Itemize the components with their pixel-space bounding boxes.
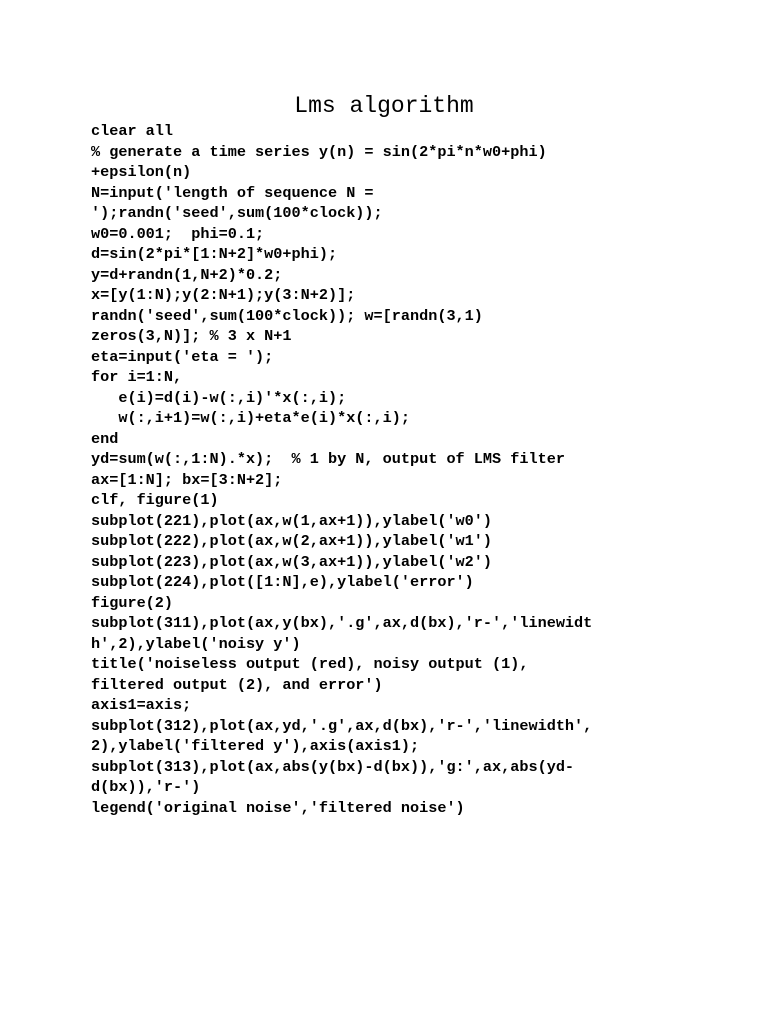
code-line: axis1=axis; <box>91 696 192 714</box>
code-line: y=d+randn(1,N+2)*0.2; <box>91 265 283 284</box>
code-line: N=input('length of sequence N = <box>91 183 374 202</box>
code-line: subplot(312),plot(ax,yd,'.g',ax,d(bx),'r-','linewidth', <box>91 716 593 735</box>
code-listing <box>91 121 691 818</box>
code-line: eta=input('eta = '); <box>91 347 274 366</box>
code-line: +epsilon(n) <box>91 163 192 181</box>
code-line: title('noiseless output (red), noisy output (1), <box>91 655 529 673</box>
code-line: legend('original noise','filtered noise') <box>91 798 465 817</box>
code-line: subplot(311),plot(ax,y(bx),'.g',ax,d(bx),'r-','linewidt <box>91 614 593 632</box>
code-line: clf, figure(1) <box>91 491 219 509</box>
code-line: d=sin(2*pi*[1:N+2]*w0+phi); <box>91 245 338 263</box>
code-line: subplot(223),plot(ax,w(3,ax+1)),ylabel('w2') <box>91 552 493 571</box>
code-line: randn('seed',sum(100*clock)); w=[randn(3,1) <box>91 306 483 325</box>
code-line: zeros(3,N)]; % 3 x N+1 <box>91 327 292 345</box>
code-line: for i=1:N, <box>91 368 183 386</box>
page-title: Lms algorithm <box>294 93 474 119</box>
code-line: filtered output (2), and error') <box>91 675 383 694</box>
code-line: 2),ylabel('filtered y'),axis(axis1); <box>91 737 420 755</box>
code-line: % generate a time series y(n) = sin(2*pi*n*w0+phi) <box>91 142 547 161</box>
code-line: yd=sum(w(:,1:N).*x); % 1 by N, output of LMS filter <box>91 450 565 468</box>
code-line: d(bx)),'r-') <box>91 778 201 796</box>
code-line: clear all <box>91 122 174 140</box>
code-line: ');randn('seed',sum(100*clock)); <box>91 204 383 222</box>
code-line: subplot(222),plot(ax,w(2,ax+1)),ylabel('w1') <box>91 532 493 550</box>
code-line: figure(2) <box>91 593 174 612</box>
code-line: h',2),ylabel('noisy y') <box>91 634 301 653</box>
code-line: w0=0.001; phi=0.1; <box>91 224 265 243</box>
code-line: x=[y(1:N);y(2:N+1);y(3:N+2)]; <box>91 286 356 304</box>
code-line: end <box>91 429 119 448</box>
code-line: subplot(224),plot([1:N],e),ylabel('error') <box>91 573 474 591</box>
code-line: w(:,i+1)=w(:,i)+eta*e(i)*x(:,i); <box>91 409 410 427</box>
code-line: e(i)=d(i)-w(:,i)'*x(:,i); <box>91 388 347 407</box>
code-line: subplot(221),plot(ax,w(1,ax+1)),ylabel('w0') <box>91 511 493 530</box>
code-line: ax=[1:N]; bx=[3:N+2]; <box>91 470 283 489</box>
code-line: subplot(313),plot(ax,abs(y(bx)-d(bx)),'g:',ax,abs(yd- <box>91 757 575 776</box>
